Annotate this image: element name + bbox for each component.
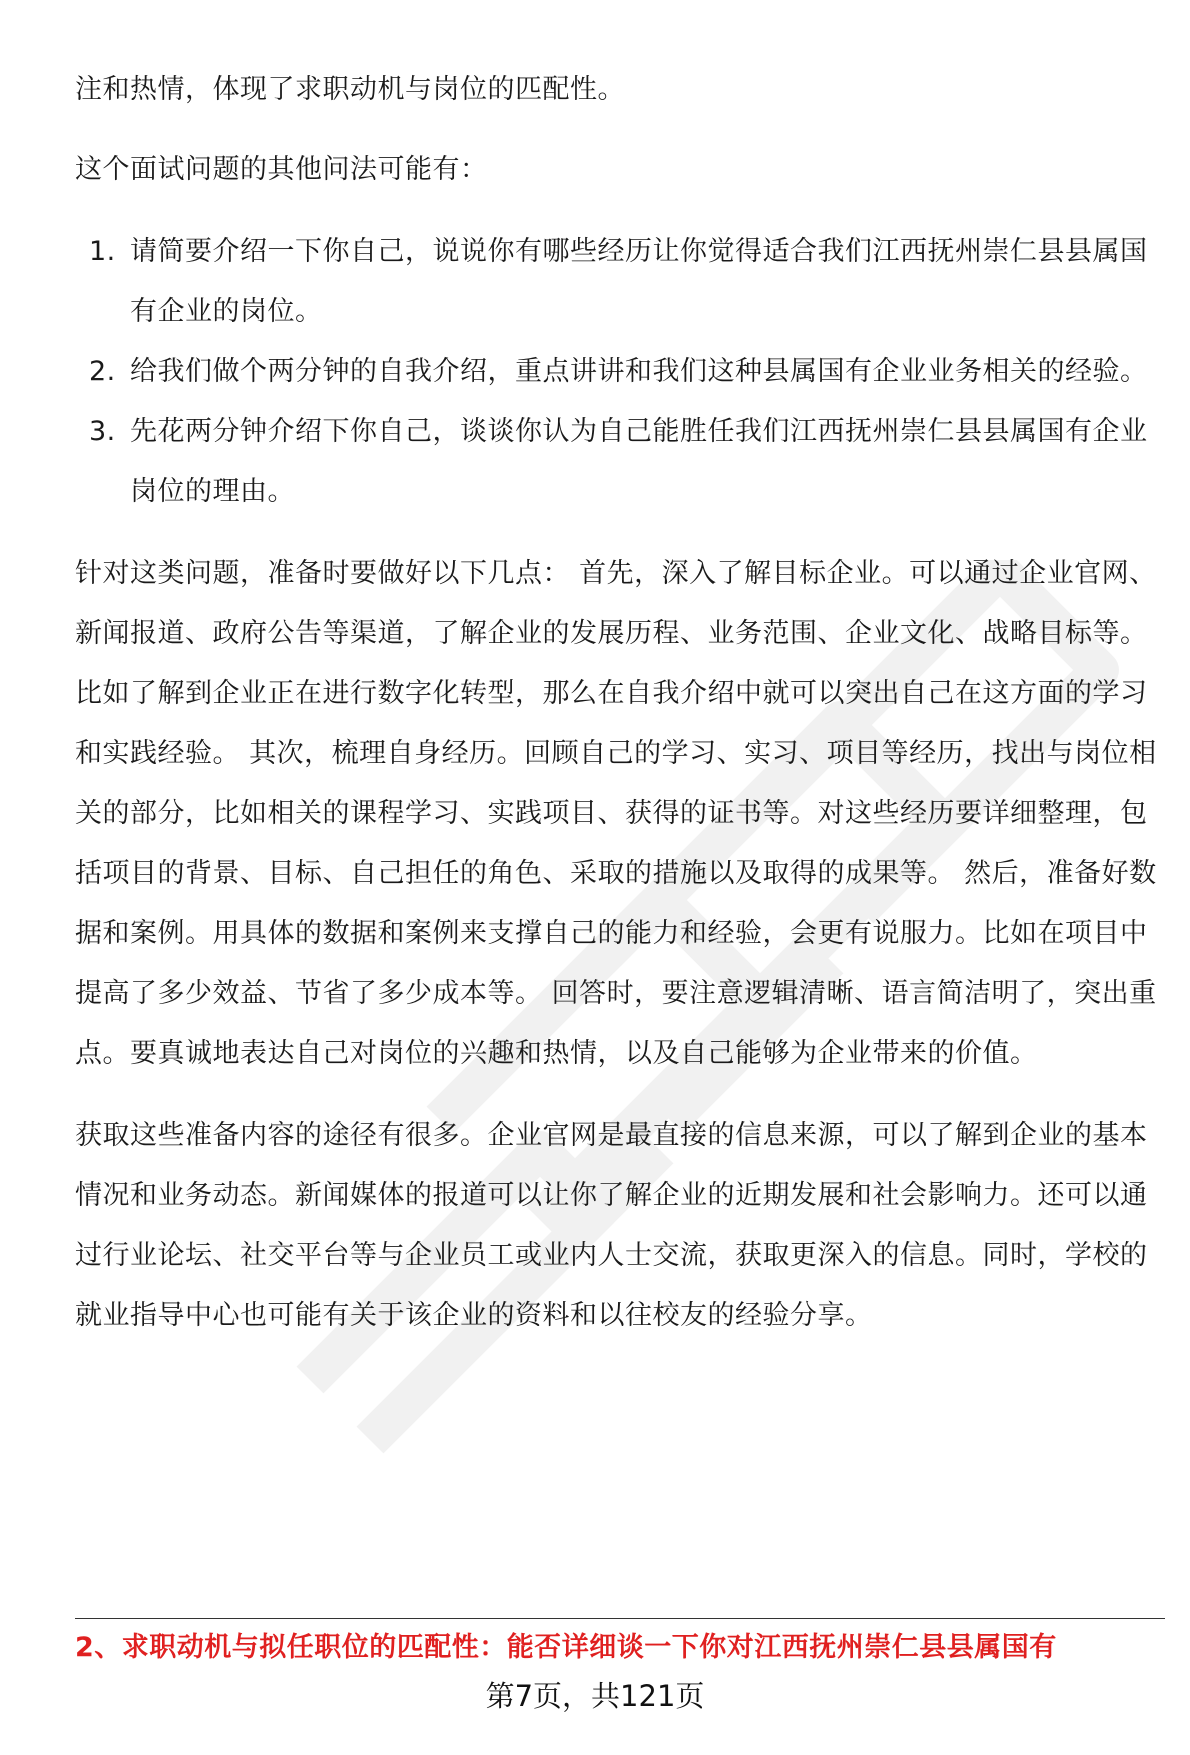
list-item-number: 3.	[89, 416, 116, 447]
list-item-text: 先花两分钟介绍下你自己，谈谈你认为自己能胜任我们江西抚州崇仁县县属国有企业岗位的理由。	[130, 416, 1148, 507]
intro-line: 注和热情，体现了求职动机与岗位的匹配性。	[75, 74, 625, 105]
preparation-paragraph: 针对这类问题，准备时要做好以下几点： 首先，深入了解目标企业。可以通过企业官网、新闻报道、政府公告等渠道，了解企业的发展历程、业务范围、企业文化、战略目标等。比如了解到企业正在进行数字化转型，那么在自我介绍中就可以突出自己在这方面的学习和实践经验。 其次，梳理自身经历。回顾自己的学习、实习、项目等经历，找出与岗位相关的部分，比如相关的课程学习、实践项目、获得的证书等。对这些经历要详细整理，包括项目的背景、目标、自己担任的角色、采取的措施以及取得的成果等。 然后，准备好数据和案例。用具体的数据和案例来支撑自己的能力和经验，会更有说服力。比如在项目中提高了多少效益、节省了多少成本等。 回答时，要注意逻辑清晰、语言简洁明了，突出重点。要真诚地表达自己对岗位的兴趣和热情，以及自己能够为企业带来的价值。	[75, 558, 1157, 1069]
page-number: 第7页，共121页	[485, 1679, 705, 1713]
sources-paragraph: 获取这些准备内容的途径有很多。企业官网是最直接的信息来源，可以了解到企业的基本情况和业务动态。新闻媒体的报道可以让你了解企业的近期发展和社会影响力。还可以通过行业论坛、社交平台等与企业员工或业内人士交流，获取更深入的信息。同时，学校的就业指导中心也可能有关于该企业的资料和以往校友的经验分享。	[75, 1120, 1148, 1331]
list-item-number: 2.	[89, 356, 116, 387]
section-divider	[75, 1618, 1165, 1619]
alt-questions-list	[75, 222, 1165, 522]
list-item-text: 给我们做个两分钟的自我介绍，重点讲讲和我们这种县属国有企业业务相关的经验。	[130, 356, 1148, 387]
next-question-heading: 2、求职动机与拟任职位的匹配性：能否详细谈一下你对江西抚州崇仁县县属国有	[75, 1632, 1057, 1663]
list-item	[75, 222, 1165, 342]
list-item-number: 1.	[89, 236, 116, 267]
alt-questions-lead: 这个面试问题的其他问法可能有：	[75, 154, 488, 185]
page-body	[75, 60, 1165, 1368]
list-item	[75, 402, 1165, 522]
list-item	[75, 342, 1165, 402]
list-item-text: 请简要介绍一下你自己，说说你有哪些经历让你觉得适合我们江西抚州崇仁县县属国有企业的岗位。	[130, 236, 1148, 327]
